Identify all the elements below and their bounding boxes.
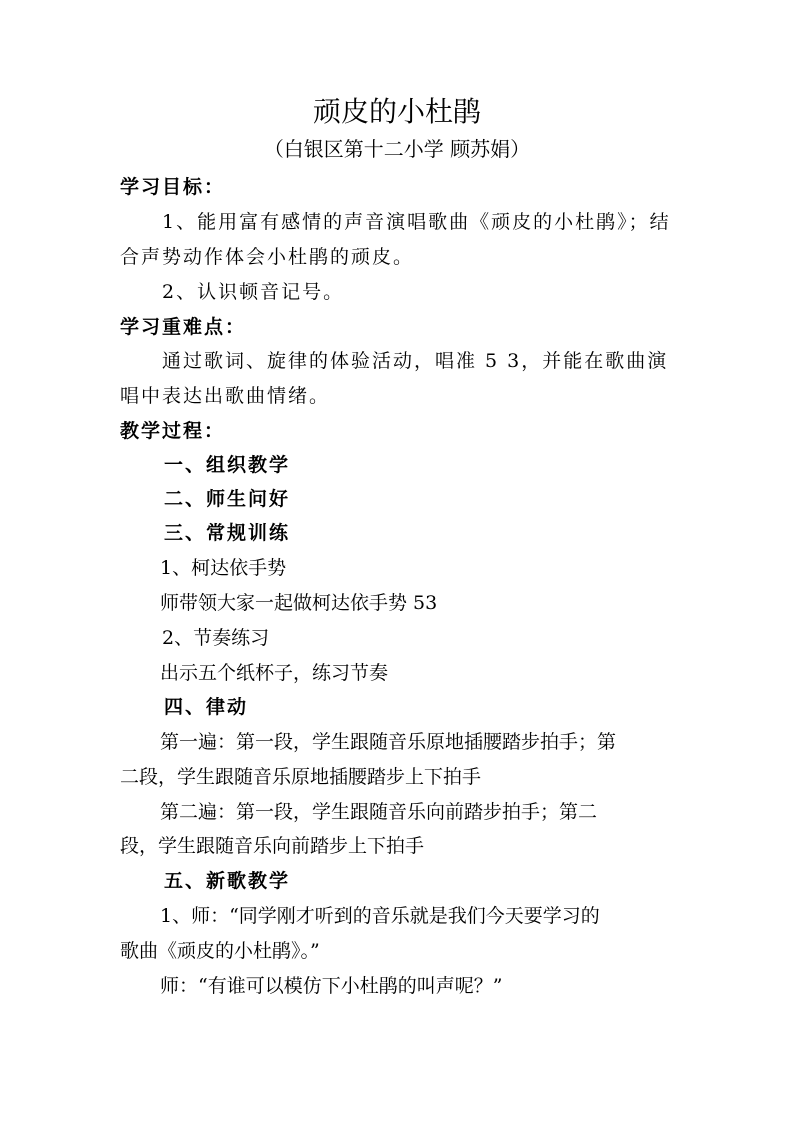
key-points-line-1: 通过歌词、旋律的体验活动，唱准 5 3，并能在歌曲演 [162,350,669,372]
step-1-heading: 一、组织教学 [164,454,291,476]
step-2-heading: 二、师生问好 [164,488,291,510]
key-points-heading: 学习重难点： [120,316,247,338]
step-3-sub-2-detail: 出示五个纸杯子，练习节奏 [160,662,389,684]
document-subtitle: （白银区第十二小学 顾苏娟） [263,137,531,161]
goal-1-line-2: 合声势动作体会小杜鹃的顽皮。 [120,246,415,268]
step-3-sub-1: 1、柯达依手势 [160,557,287,579]
step-4-para-1-line-1: 第一遍：第一段，学生跟随音乐原地插腰踏步拍手；第 [160,731,617,753]
step-4-para-2-line-1: 第二遍：第一段，学生跟随音乐向前踏步拍手；第二 [160,801,598,823]
step-4-heading: 四、律动 [164,696,249,718]
goal-1-line-1: 1、能用富有感情的声音演唱歌曲《顽皮的小杜鹃》；结 [162,211,671,233]
process-heading: 教学过程： [120,420,226,442]
goals-heading: 学习目标： [120,176,226,198]
step-5-para-1-line-1: 1、师：“同学刚才听到的音乐就是我们今天要学习的 [160,905,600,927]
step-3-sub-2: 2、节奏练习 [162,627,270,649]
document-title: 顽皮的小杜鹃 [312,95,481,128]
step-5-para-2: 师：“有谁可以模仿下小杜鹃的叫声呢？” [160,975,503,997]
step-4-para-1-line-2: 二段，学生跟随音乐原地插腰踏步上下拍手 [120,766,482,788]
step-4-para-2-line-2: 段，学生跟随音乐向前踏步上下拍手 [120,835,425,857]
key-points-line-2: 唱中表达出歌曲情绪。 [120,385,331,407]
step-3-heading: 三、常规训练 [164,522,291,544]
goal-2: 2、认识顿音记号。 [162,281,345,303]
step-5-heading: 五、新歌教学 [164,870,291,892]
step-3-sub-1-detail: 师带领大家一起做柯达依手势 53 [160,592,438,614]
step-5-para-1-line-2: 歌曲《顽皮的小杜鹃》。” [120,940,320,962]
